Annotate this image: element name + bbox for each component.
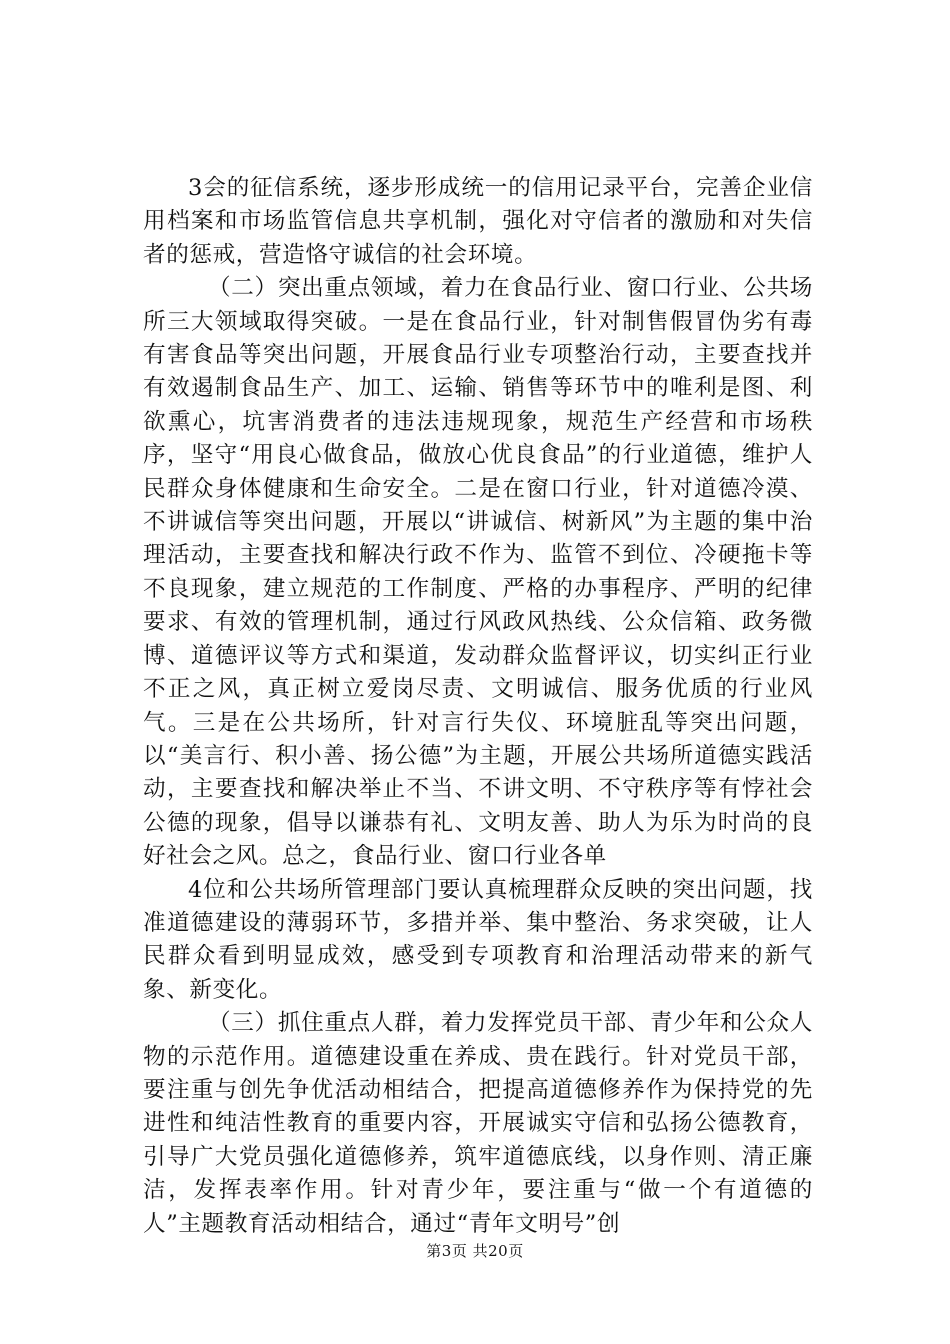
page-number-footer: 第3页 共20页 [426, 1242, 524, 1260]
paragraph-3: 4位和公共场所管理部门要认真梳理群众反映的突出问题，找准道德建设的薄弱环节，多措并举、集中整治、务求突破，让人民群众看到明显成效，感受到专项教育和治理活动带来的新气象、新变化。 [143, 876, 813, 1003]
document-body [143, 172, 813, 1241]
paragraph-4: （三）抓住重点人群，着力发挥党员干部、青少年和公众人物的示范作用。道德建设重在养成、贵在践行。针对党员干部，要注重与创先争优活动相结合，把提高道德修养作为保持党的先进性和纯洁性教育的重要内容，开展诚实守信和弘扬公德教育，引导广大党员强化道德修养，筑牢道德底线，以身作则、清正廉洁，发挥表率作用。针对青少年，要注重与“做一个有道德的人”主题教育活动相结合，通过“青年文明号”创 [143, 1010, 813, 1237]
paragraph-2: （二）突出重点领域，着力在食品行业、窗口行业、公共场所三大领域取得突破。一是在食品行业，针对制售假冒伪劣有毒有害食品等突出问题，开展食品行业专项整治行动，主要查找并有效遏制食品生产、加工、运输、销售等环节中的唯利是图、利欲熏心，坑害消费者的违法违规现象，规范生产经营和市场秩序，坚守“用良心做食品，做放心优良食品”的行业道德，维护人民群众身体健康和生命安全。二是在窗口行业，针对道德冷漠、不讲诚信等突出问题，开展以“讲诚信、树新风”为主题的集中治理活动，主要查找和解决行政不作为、监管不到位、冷硬拖卡等不良现象，建立规范的工作制度、严格的办事程序、严明的纪律要求、有效的管理机制，通过行风政风热线、公众信箱、政务微博、道德评议等方式和渠道，发动群众监督评议，切实纠正行业不正之风，真正树立爱岗尽责、文明诚信、服务优质的行业风气。三是在公共场所，针对言行失仪、环境脏乱等突出问题，以“美言行、积小善、扬公德”为主题，开展公共场所道德实践活动，主要查找和解决举止不当、不讲文明、不守秩序等有悖社会公德的现象，倡导以谦恭有礼、文明友善、助人为乐为时尚的良好社会之风。总之，食品行业、窗口行业各单 [143, 275, 813, 870]
paragraph-1: 3会的征信系统，逐步形成统一的信用记录平台，完善企业信用档案和市场监管信息共享机制，强化对守信者的激励和对失信者的惩戒，营造恪守诚信的社会环境。 [143, 175, 813, 268]
